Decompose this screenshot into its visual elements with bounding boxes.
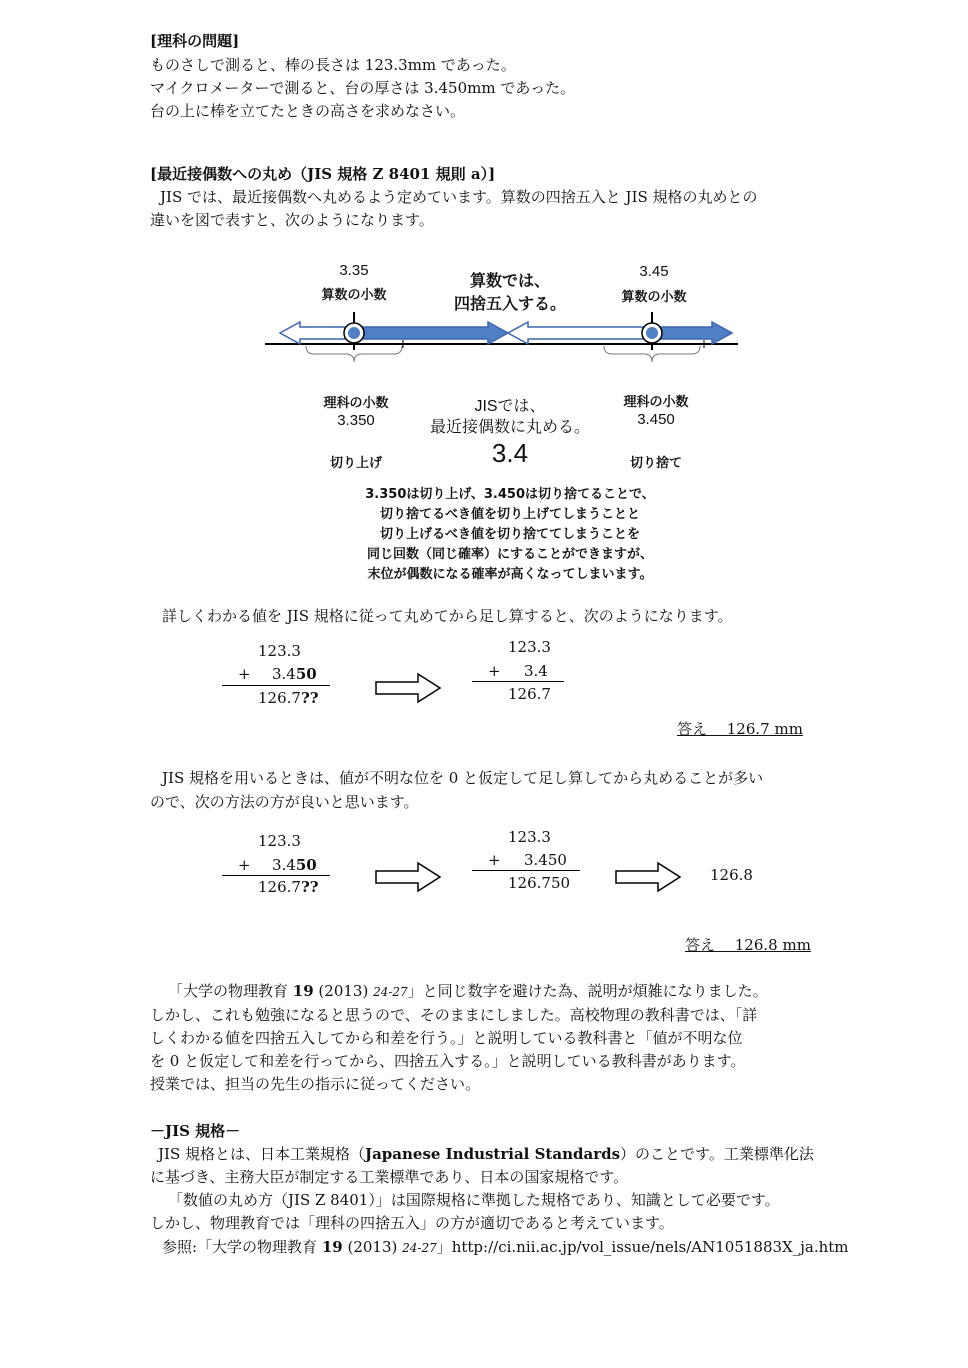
- m2-result: 126.8: [710, 866, 753, 884]
- explanation-line: 末位が偶数になる確率が高くなってしまいます。: [367, 567, 653, 582]
- m2-mid-plus: +: [488, 851, 501, 869]
- center-bottom-line-2: 最近接偶数に丸める。: [429, 419, 590, 436]
- jis-reference: 参照:「大学の物理教育 19 (2013) 24-27」http://ci.nii.ac.jp/vol_issue/nels/AN1051883X_ja.htm: [162, 1238, 849, 1256]
- m2-mid-b: 3.450: [524, 851, 567, 869]
- explanation-line: 切り上げるべき値を切り捨ててしまうことを: [379, 527, 640, 542]
- m1-right-sum: 126.7: [508, 685, 551, 703]
- problem-line-1: ものさしで測ると、棒の長さは 123.3mm であった。: [150, 56, 516, 74]
- problem-line-3: 台の上に棒を立てたときの高さを求めなさい。: [150, 102, 466, 120]
- left-top-value: 3.35: [339, 262, 369, 279]
- center-bottom-line-1: JISでは、: [474, 398, 546, 415]
- m2-left-plus: +: [238, 856, 251, 874]
- jis-line-4: しかし、物理教育では「理科の四捨五入」の方が適切であると考えています。: [150, 1214, 674, 1232]
- note-line-4: を 0 と仮定して和差を行ってから、四捨五入する。」と説明している教科書があります。: [150, 1052, 746, 1070]
- m1-left-plus: +: [238, 665, 251, 683]
- m1-left-a: 123.3: [258, 642, 301, 660]
- problem-heading: [理科の問題]: [150, 32, 240, 50]
- jis-line-2: に基づき、主務大臣が制定する工業標準であり、日本の国家規格です。: [150, 1168, 629, 1186]
- m2-mid-sum: 126.750: [508, 874, 571, 892]
- right-bottom-caption: 理科の小数: [623, 395, 689, 410]
- explanation-line: 3.350は切り上げ、3.450は切り捨てることで、: [365, 487, 655, 502]
- m2-left-b: 3.450: [272, 856, 317, 874]
- explanation-line: 切り捨てるべき値を切り上げてしまうことと: [379, 507, 640, 522]
- m2-arrow-2: [616, 863, 680, 891]
- note-line-2: しかし、これも勉強になると思うので、そのままにしました。高校物理の教科書では、「詳: [150, 1006, 758, 1024]
- m2-left-sum: 126.7??: [258, 878, 319, 896]
- m1-right-a: 123.3: [508, 638, 551, 656]
- m1-answer: 答え 126.7 mm: [677, 720, 803, 738]
- note-line-1: 「大学の物理教育 19 (2013) 24-27」と同じ数字を避けた為、説明が煩雑になりました。: [168, 982, 768, 1000]
- left-top-caption: 算数の小数: [321, 288, 387, 303]
- m2-arrow-1: [376, 863, 440, 891]
- center-result: 3.4: [491, 438, 529, 468]
- method2-intro-1: JIS 規格を用いるときは、値が不明な位を 0 と仮定して足し算してから丸めることが多い: [162, 769, 764, 787]
- left-bottom-caption: 理科の小数: [323, 396, 389, 411]
- m2-answer: 答え 126.8 mm: [685, 936, 811, 954]
- left-bottom-value: 3.350: [337, 412, 375, 429]
- right-bottom-value: 3.450: [637, 411, 675, 428]
- m2-mid-a: 123.3: [508, 828, 551, 846]
- explanation-line: 同じ回数（同じ確率）にすることができますが、: [366, 547, 653, 562]
- problem-line-2: マイクロメーターで測ると、台の厚さは 3.450mm であった。: [150, 79, 576, 97]
- rounding-heading: [最近接偶数への丸め（JIS 規格 Z 8401 規則 a）]: [150, 165, 496, 183]
- note-line-3: しくわかる値を四捨五入してから和差を行う。」と説明している教科書と「値が不明な位: [150, 1029, 743, 1047]
- jis-line-3: 「数値の丸め方（JIS Z 8401）」は国際規格に準拠した規格であり、知識として必要です。: [168, 1191, 780, 1209]
- right-top-caption: 算数の小数: [621, 290, 687, 305]
- m2-mid-sum-line: [472, 870, 580, 871]
- m2-left-a: 123.3: [258, 832, 301, 850]
- rounding-para-2: 違いを図で表すと、次のようになります。: [150, 211, 434, 229]
- note-line-5: 授業では、担当の先生の指示に従ってください。: [150, 1075, 481, 1093]
- m1-right-b: 3.4: [524, 662, 548, 680]
- method1-intro: 詳しくわかる値を JIS 規格に従って丸めてから足し算すると、次のようになります。: [162, 607, 733, 625]
- m1-left-b: 3.450: [272, 665, 317, 683]
- right-action: 切り捨て: [629, 456, 682, 471]
- method2-intro-2: ので、次の方法の方が良いと思います。: [150, 793, 419, 811]
- m1-right-plus: +: [488, 662, 501, 680]
- left-action: 切り上げ: [329, 456, 382, 471]
- jis-line-1: JIS 規格とは、日本工業規格（Japanese Industrial Standards）のことです。工業標準化法: [158, 1145, 814, 1163]
- center-top-line-1: 算数では、: [469, 271, 550, 290]
- jis-heading: －JIS 規格－: [150, 1122, 241, 1140]
- center-top-line-2: 四捨五入する。: [453, 294, 566, 313]
- right-top-value: 3.45: [639, 263, 669, 280]
- rounding-para-1: JIS では、最近接偶数へ丸めるよう定めています。算数の四捨五入と JIS 規格の丸めとの: [160, 188, 758, 206]
- m1-left-sum: 126.7??: [258, 689, 319, 707]
